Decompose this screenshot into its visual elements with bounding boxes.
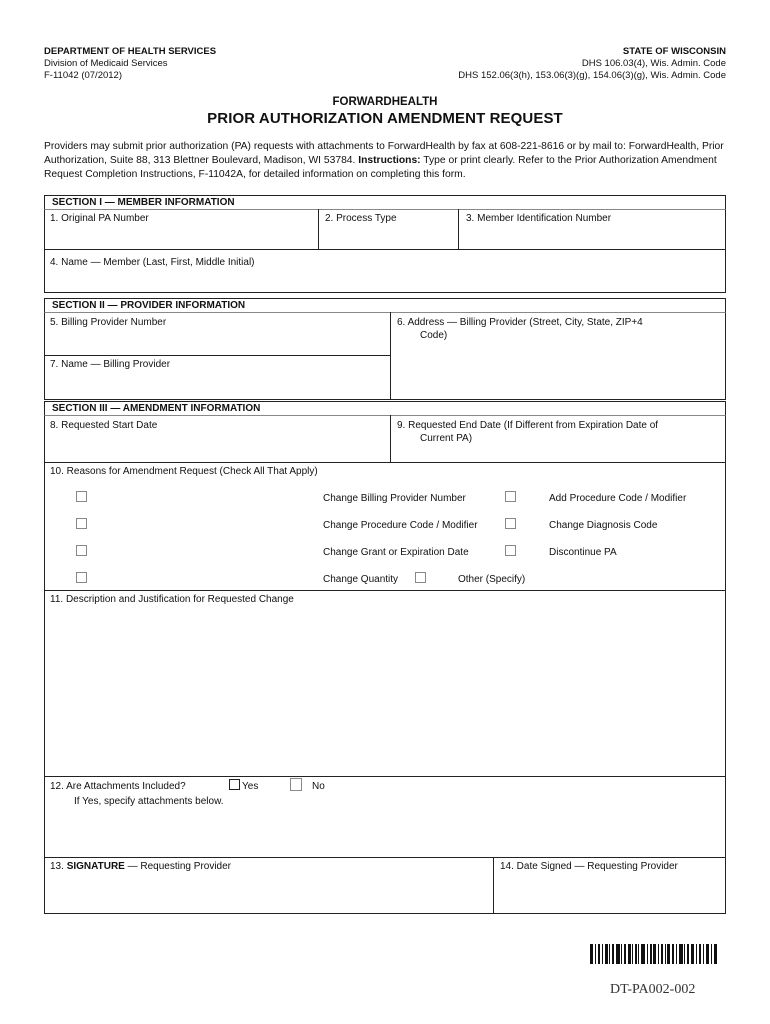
section-2-header: SECTION II — PROVIDER INFORMATION bbox=[44, 298, 726, 313]
signature-label-rest: — Requesting Provider bbox=[124, 861, 232, 872]
reason-discontinue-pa: Discontinue PA bbox=[549, 547, 617, 558]
division-name: Division of Medicaid Services bbox=[44, 58, 168, 70]
reason-checkbox[interactable] bbox=[415, 572, 426, 583]
divider bbox=[493, 857, 494, 914]
department-name: DEPARTMENT OF HEALTH SERVICES bbox=[44, 46, 217, 57]
requested-end-date-label: 9. Requested End Date (If Different from Expiration Date of bbox=[397, 420, 659, 431]
instructions-label: Instructions: bbox=[358, 155, 421, 166]
admin-code-2: DHS 152.06(3(h), 153.06(3)(g), 154.06(3)(g), Wis. Admin. Code bbox=[458, 70, 726, 82]
reason-checkbox[interactable] bbox=[76, 491, 87, 502]
reason-checkbox[interactable] bbox=[505, 491, 516, 502]
original-pa-number-label: 1. Original PA Number bbox=[50, 213, 149, 224]
description-field[interactable] bbox=[44, 590, 726, 777]
attachments-no-label: No bbox=[312, 781, 325, 792]
form-number: F-11042 (07/2012) bbox=[44, 70, 122, 82]
attachments-label: 12. Are Attachments Included? bbox=[50, 781, 186, 792]
divider bbox=[390, 312, 391, 400]
intro-paragraph bbox=[44, 140, 734, 182]
agency-header bbox=[44, 46, 216, 83]
billing-provider-number-label: 5. Billing Provider Number bbox=[50, 317, 167, 328]
reason-add-procedure-code: Add Procedure Code / Modifier bbox=[549, 493, 687, 504]
attachments-no-checkbox[interactable] bbox=[290, 778, 302, 791]
billing-provider-address-label-cont: Code) bbox=[420, 330, 448, 341]
reason-checkbox[interactable] bbox=[76, 545, 87, 556]
signature-label[interactable] bbox=[50, 860, 231, 873]
process-type-label: 2. Process Type bbox=[325, 213, 397, 224]
signature-number: 13. bbox=[50, 861, 67, 872]
attachments-yes-checkbox[interactable] bbox=[229, 779, 240, 790]
attachments-specify-label: If Yes, specify attachments below. bbox=[74, 796, 224, 807]
reason-checkbox[interactable] bbox=[505, 518, 516, 529]
section-1-header: SECTION I — MEMBER INFORMATION bbox=[44, 195, 726, 210]
divider bbox=[44, 857, 45, 914]
date-signed-label: 14. Date Signed — Requesting Provider bbox=[500, 861, 678, 872]
requested-end-date-label-cont: Current PA) bbox=[420, 433, 473, 444]
reason-change-diagnosis-code: Change Diagnosis Code bbox=[549, 520, 658, 531]
attachments-yes-label: Yes bbox=[242, 781, 259, 792]
member-id-label: 3. Member Identification Number bbox=[466, 213, 612, 224]
intro-text: Providers may submit prior authorization (PA) requests with attachments to ForwardHealth by fax at 608-221-8616 or by mail to: ForwardHealth, Prior Authorization, Suite 88, 313 Blettner Boulevard, Madison, WI 53784. bbox=[44, 141, 724, 166]
reason-checkbox[interactable] bbox=[505, 545, 516, 556]
reasons-label: 10. Reasons for Amendment Request (Check All That Apply) bbox=[50, 466, 318, 477]
amendment-form bbox=[44, 195, 726, 915]
divider bbox=[458, 209, 459, 250]
description-label: 11. Description and Justification for Requested Change bbox=[50, 594, 294, 605]
divider bbox=[44, 355, 390, 356]
section-3-header: SECTION III — AMENDMENT INFORMATION bbox=[44, 401, 726, 416]
program-name: FORWARDHEALTH bbox=[332, 96, 438, 108]
state-header bbox=[458, 46, 726, 83]
reason-change-quantity: Change Quantity bbox=[323, 574, 399, 585]
billing-provider-address-label: 6. Address — Billing Provider (Street, City, State, ZIP+4 bbox=[397, 317, 643, 328]
instructions-text: Type or print clearly. Refer to the Prior Authorization Amendment Request Completion Instructions, F-11042A, for detailed information on completing this form. bbox=[44, 155, 717, 180]
reason-checkbox[interactable] bbox=[76, 572, 87, 583]
divider bbox=[390, 415, 391, 463]
billing-provider-name-label: 7. Name — Billing Provider bbox=[50, 359, 171, 370]
requested-start-date-label: 8. Requested Start Date bbox=[50, 420, 158, 431]
page-title: PRIOR AUTHORIZATION AMENDMENT REQUEST bbox=[207, 110, 563, 127]
divider bbox=[725, 857, 726, 914]
member-name-label: 4. Name — Member (Last, First, Middle Initial) bbox=[50, 257, 255, 268]
admin-code-1: DHS 106.03(4), Wis. Admin. Code bbox=[581, 58, 726, 70]
signature-line bbox=[44, 913, 726, 914]
reason-checkbox[interactable] bbox=[76, 518, 87, 529]
reason-change-billing-provider: Change Billing Provider Number bbox=[323, 493, 466, 504]
signature-word: SIGNATURE bbox=[66, 861, 125, 872]
state-name: STATE OF WISCONSIN bbox=[622, 46, 726, 57]
barcode-image bbox=[590, 944, 718, 964]
reason-change-grant-expiration: Change Grant or Expiration Date bbox=[323, 547, 469, 558]
form-id-code: DT-PA002-002 bbox=[610, 982, 696, 997]
reason-change-procedure-code: Change Procedure Code / Modifier bbox=[323, 520, 478, 531]
reason-other-specify: Other (Specify) bbox=[458, 574, 526, 585]
divider bbox=[318, 209, 319, 250]
